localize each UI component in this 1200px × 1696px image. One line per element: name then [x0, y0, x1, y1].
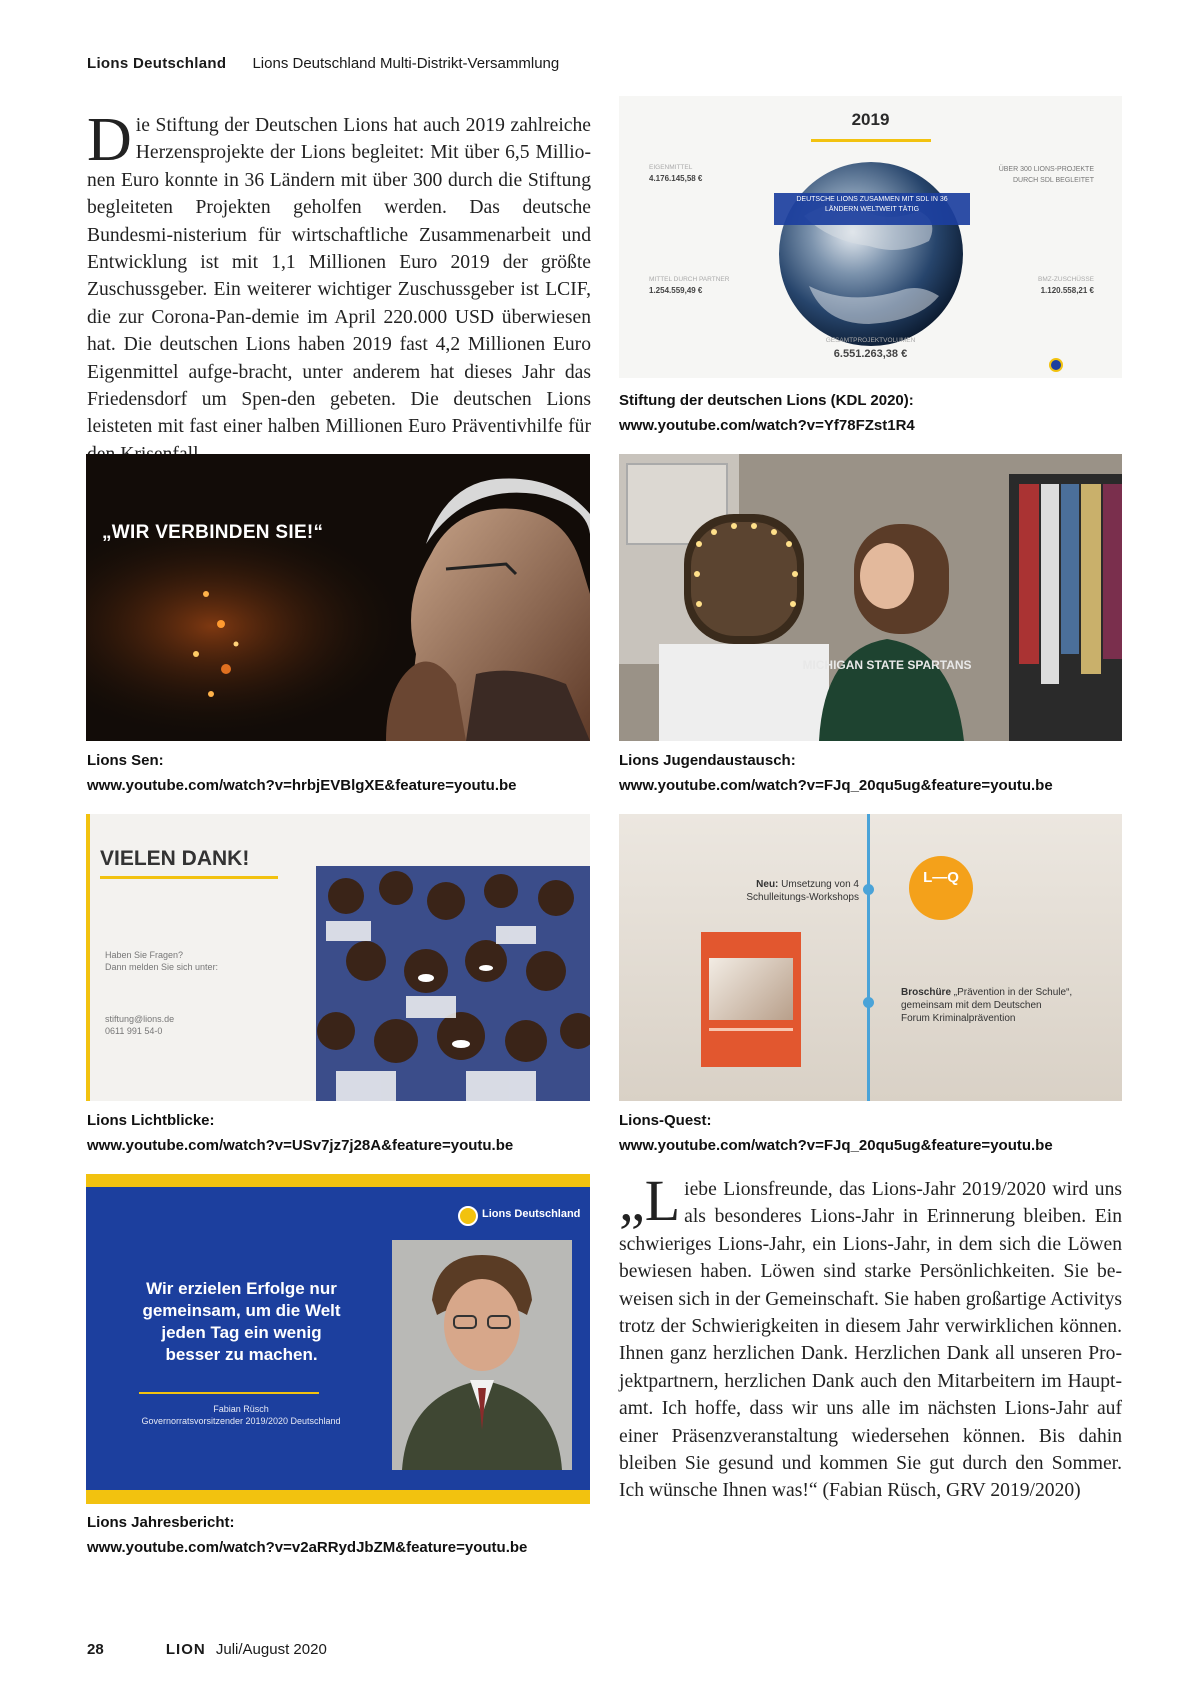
lichtblicke-email: stiftung@lions.de	[105, 1014, 175, 1024]
stiftung-eigenmittel-label: EIGENMITTEL	[649, 164, 693, 171]
caption-lions-sen-url[interactable]: www.youtube.com/watch?v=hrbjEVBlgXE&feature=youtu.be	[87, 777, 517, 794]
lions-sen-photo	[86, 454, 590, 741]
jb-message-line1: Wir erzielen Erfolge nur	[146, 1279, 337, 1298]
lions-sen-headline: „WIR VERBINDEN SIE!“	[102, 522, 324, 543]
lq-neu-bold: Neu:	[756, 879, 779, 890]
page-header	[87, 55, 559, 72]
lichtblicke-title-underline	[100, 876, 278, 879]
caption-lions-quest-url[interactable]: www.youtube.com/watch?v=FJq_20qu5ug&feature=youtu.be	[619, 1137, 1053, 1154]
lq-timeline-line	[867, 814, 870, 1101]
caption-lions-sen	[87, 748, 517, 798]
lq-neu-text2: Schulleitungs-Workshops	[746, 892, 859, 903]
video-thumbnail-jugendaustausch[interactable]	[619, 454, 1122, 741]
magazine-issue: Juli/August 2020	[215, 1641, 327, 1658]
caption-stiftung-title: Stiftung der deutschen Lions (KDL 2020):	[619, 392, 914, 409]
lichtblicke-children-photo	[316, 866, 590, 1101]
stiftung-bmz-label: BMZ-ZUSCHÜSSE	[1038, 276, 1094, 283]
stiftung-gesamt-label: GESAMTPROJEKTVOLUMEN	[825, 337, 916, 344]
jb-message	[104, 1278, 379, 1366]
quote-opening: „L	[619, 1168, 681, 1233]
caption-stiftung	[619, 388, 915, 438]
stiftung-banner: DEUTSCHE LIONS ZUSAMMEN MIT SDL IN 36 LÄNDERN WELTWEIT TÄTIG	[796, 196, 948, 213]
lq-neu-line	[649, 878, 859, 904]
video-thumbnail-jahresbericht[interactable]	[86, 1174, 590, 1504]
shirt-print: MICHIGAN STATE SPARTANS	[802, 658, 972, 672]
caption-lichtblicke-url[interactable]: www.youtube.com/watch?v=USv7jz7j28A&feature=youtu.be	[87, 1137, 514, 1154]
lq-brochure-line2: gemeinsam mit dem Deutschen	[901, 1000, 1042, 1011]
page-number: 28	[87, 1641, 104, 1658]
stiftung-partner-value: 1.254.559,49 €	[649, 286, 703, 295]
stiftung-slide-graphic	[619, 96, 1122, 378]
magazine-name: LION	[165, 1641, 206, 1658]
caption-lions-quest	[619, 1108, 1053, 1158]
lq-timeline-dot-2	[863, 997, 874, 1008]
header-brand: Lions Deutschland	[87, 55, 227, 72]
lq-badge-text: L—Q	[923, 869, 959, 886]
jb-bottom-bar	[86, 1490, 590, 1504]
caption-lichtblicke-title: Lions Lichtblicke:	[87, 1112, 215, 1129]
caption-jugendaustausch-url[interactable]: www.youtube.com/watch?v=FJq_20qu5ug&feature=youtu.be	[619, 777, 1053, 794]
intro-paragraph	[87, 106, 591, 468]
lichtblicke-accent-bar	[86, 814, 90, 1101]
caption-jahresbericht	[87, 1510, 527, 1560]
page-footer	[87, 1641, 327, 1658]
stiftung-gesamt-value: 6.551.263,38 €	[833, 348, 908, 360]
intro-dropcap: D	[87, 106, 132, 174]
jb-speaker-portrait	[392, 1240, 572, 1470]
lichtblicke-title: VIELEN DANK!	[100, 847, 250, 870]
stiftung-projekte-label: ÜBER 300 LIONS-PROJEKTE DURCH SDL BEGLEITET	[998, 166, 1094, 184]
caption-lions-quest-title: Lions-Quest:	[619, 1112, 712, 1129]
jb-message-line4: besser zu machen.	[165, 1345, 318, 1364]
jugendaustausch-photo	[619, 454, 1122, 741]
jb-top-bar	[86, 1174, 590, 1187]
jb-speaker-name: Fabian Rüsch	[213, 1404, 269, 1414]
lq-neu-text: Umsetzung von 4	[778, 879, 859, 890]
lq-brochure-line3: Forum Kriminalprävention	[901, 1013, 1016, 1024]
caption-jahresbericht-url[interactable]: www.youtube.com/watch?v=v2aRRydJbZM&feature=youtu.be	[87, 1539, 528, 1556]
quote-paragraph	[619, 1168, 1122, 1505]
lq-brochure-title: „Prävention in der Schule“,	[951, 987, 1073, 998]
lichtblicke-phone: 0611 991 54-0	[105, 1026, 163, 1036]
caption-lions-sen-title: Lions Sen:	[87, 752, 164, 769]
lichtblicke-question: Haben Sie Fragen?	[105, 950, 184, 960]
video-thumbnail-lions-sen[interactable]	[86, 454, 590, 741]
video-thumbnail-lichtblicke[interactable]	[86, 814, 590, 1101]
jb-logo-text: Lions Deutschland	[482, 1208, 581, 1220]
jb-message-line3: jeden Tag ein wenig	[161, 1323, 322, 1342]
caption-jugendaustausch	[619, 748, 1053, 798]
quote-text: iebe Lionsfreunde, das Lions-Jahr 2019/2020 wird uns als besonderes Lions-Jahr in Erinnerung bleiben. Ein schwieriges Lions-Jahr, ein Lions-Jahr, in dem sich die Löwen bewiesen haben. Löwen sind starke Persönlichkeiten. Sie be-weisen sich in der Gemeinschaft. Sie haben großartige Activitys trotz der Schwierigkeiten in diesem Jahr verwirklichen können. Ihnen ganz herzlichen Dank. Herzlichen Dank all unseren Pro-jektpartnern, herzlichen Dank auch den Mitarbeitern im Haupt-amt. Ich hoffe, dass wir uns alle im nächsten Lions-Jahr auf einer Präsenzveranstaltung wiedersehen können. Bis dahin bleiben Sie gesund und kommen Sie gut durch den Sommer. Ich wünsche Ihnen was!“ (Fabian Rüsch, GRV 2019/2020)	[619, 1179, 1122, 1502]
lq-brochure-bold: Broschüre	[901, 987, 952, 998]
stiftung-partner-label: MITTEL DURCH PARTNER	[649, 276, 730, 283]
lq-brochure-stripe	[709, 1028, 793, 1031]
jb-speaker-role: Governorratsvorsitzender 2019/2020 Deutschland	[141, 1416, 341, 1426]
jb-logo-icon	[458, 1206, 478, 1226]
lichtblicke-contact-prompt: Dann melden Sie sich unter:	[105, 962, 219, 972]
lq-brochure-cover	[701, 932, 801, 1067]
jb-message-line2: gemeinsam, um die Welt	[142, 1301, 341, 1320]
lq-brochure-photo	[709, 958, 793, 1020]
lq-badge	[909, 856, 973, 920]
stiftung-year: 2019	[851, 110, 890, 129]
header-section: Lions Deutschland Multi-Distrikt-Versammlung	[252, 55, 560, 72]
lq-brochure-text	[901, 986, 1072, 1025]
caption-stiftung-url[interactable]: www.youtube.com/watch?v=Yf78FZst1R4	[619, 417, 915, 434]
caption-jugendaustausch-title: Lions Jugendaustausch:	[619, 752, 796, 769]
stiftung-bmz-value: 1.120.558,21 €	[1040, 286, 1094, 295]
video-thumbnail-lions-quest[interactable]	[619, 814, 1122, 1101]
caption-jahresbericht-title: Lions Jahresbericht:	[87, 1514, 235, 1531]
lions-logo-icon	[1049, 358, 1063, 372]
lq-timeline-dot-1	[863, 884, 874, 895]
caption-lichtblicke	[87, 1108, 513, 1158]
jb-divider	[139, 1392, 319, 1394]
intro-text: ie Stiftung der Deutschen Lions hat auch 2019 zahlreiche Herzensprojekte der Lions begleitet: Mit über 6,5 Millio-nen Euro konnte in 36 Ländern mit über 300 durch die Stiftung begleiteten Projekten geholfen werden. Das deutsche Bundesmi-nisterium für wirtschaftliche Zusammenarbeit und Entwicklung ist mit 1,1 Millionen Euro 2019 der größte Zuschussgeber. Ein weiterer wichtiger Zuschussgeber ist LCIF, die zur Corona-Pan-demie im April 220.000 USD überwiesen hat. Die deutschen Lions haben 2019 fast 4,2 Millionen Euro Eigenmittel aufge-bracht, unter anderem hat dieses Jahr das Friedensdorf um Spen-den gebeten. Die deutschen Lions leisteten mit fast einer halben Millionen Euro Präventivhilfe für	[87, 115, 591, 438]
stiftung-eigenmittel-value: 4.176.145,58 €	[649, 174, 703, 183]
video-thumbnail-stiftung[interactable]	[619, 96, 1122, 378]
